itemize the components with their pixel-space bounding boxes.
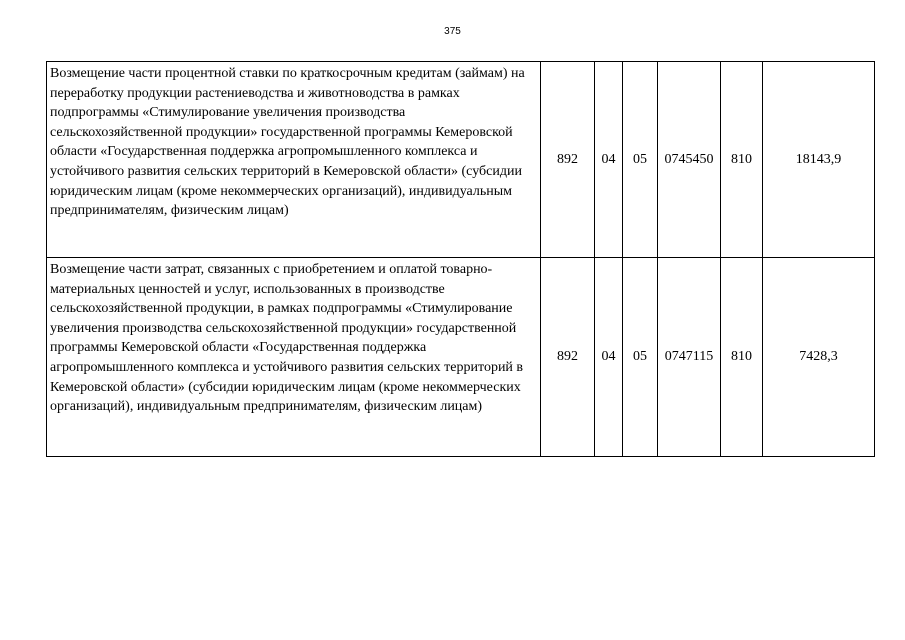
ministry-code-cell: 892: [541, 62, 595, 258]
expense-type-cell: 810: [721, 62, 763, 258]
section-code-cell: 04: [595, 62, 623, 258]
page-number: 375: [444, 26, 461, 37]
amount-cell: 7428,3: [763, 258, 875, 457]
section-code-cell: 04: [595, 258, 623, 457]
subsection-code-cell: 05: [623, 62, 658, 258]
row-description: Возмещение части процентной ставки по краткосрочным кредитам (займам) на переработку продукции растениеводства и животноводства в рамках подпрограммы «Стимулирование увеличения производства сельскохозяйственной продукции» государственной программы Кемеровской области «Государственная поддержка агропромышленного комплекса и устойчивого развития сельских территорий в Кемеровской области» (субсидии юридическим лицам (кроме некоммерческих организаций), индивидуальным предпринимателям, физическим лицам): [47, 62, 541, 258]
ministry-code-cell: 892: [541, 258, 595, 457]
row-description: Возмещение части затрат, связанных с приобретением и оплатой товарно-материальных ценностей и услуг, использованных в производстве сельскохозяйственной продукции, в рамках подпрограммы «Стимулирование увеличения производства сельскохозяйственной продукции» государственной программы Кемеровской области «Государственная поддержка агропромышленного комплекса и устойчивого развития сельских территорий в Кемеровской области» (субсидии юридическим лицам (кроме некоммерческих организаций), индивидуальным предпринимателям, физическим лицам): [47, 258, 541, 457]
table-row: [47, 62, 875, 258]
budget-table: [46, 61, 875, 457]
amount-cell: 18143,9: [763, 62, 875, 258]
subsection-code-cell: 05: [623, 258, 658, 457]
target-article-cell: 0745450: [658, 62, 721, 258]
expense-type-cell: 810: [721, 258, 763, 457]
table-row: [47, 258, 875, 457]
target-article-cell: 0747115: [658, 258, 721, 457]
